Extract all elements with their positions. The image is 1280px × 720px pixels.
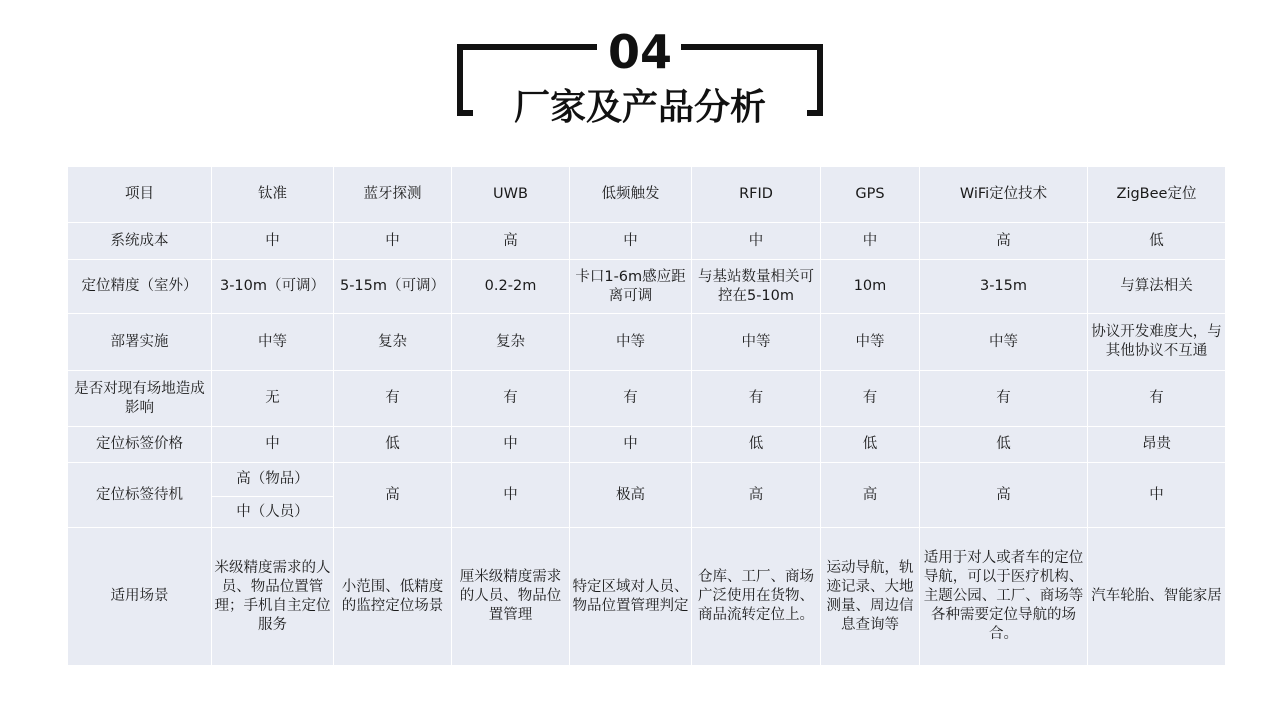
table-cell: 中 (692, 223, 821, 260)
table-cell: 高（物品） (212, 463, 334, 497)
header-cell: 蓝牙探测 (334, 167, 452, 223)
table-cell: 复杂 (452, 314, 570, 371)
table-cell: 高 (334, 463, 452, 528)
table-row-deploy (68, 314, 1226, 371)
bracket-left-foot (457, 110, 473, 116)
table-cell: 高 (920, 223, 1088, 260)
table-cell: 中 (452, 463, 570, 528)
table-cell: 低 (1088, 223, 1226, 260)
table-cell: 小范围、低精度的监控定位场景 (334, 528, 452, 666)
table-cell: 有 (452, 371, 570, 427)
row-label: 定位标签待机 (68, 463, 212, 528)
table-cell: 有 (821, 371, 920, 427)
header-cell: WiFi定位技术 (920, 167, 1088, 223)
header-cell: RFID (692, 167, 821, 223)
comparison-table (67, 166, 1226, 666)
table-cell: 中 (334, 223, 452, 260)
bracket-left-top (457, 44, 597, 50)
table-cell: 中（人员） (212, 497, 334, 528)
table-cell: 中等 (570, 314, 692, 371)
table-cell: 厘米级精度需求的人员、物品位置管理 (452, 528, 570, 666)
header-cell: 项目 (68, 167, 212, 223)
header-cell: 低频触发 (570, 167, 692, 223)
page-title: 厂家及产品分析 (513, 87, 766, 128)
table-cell: 3-10m（可调） (212, 260, 334, 314)
table-cell: 低 (821, 427, 920, 463)
bracket-left-side (457, 44, 463, 116)
table-cell: 有 (920, 371, 1088, 427)
table-cell: 有 (1088, 371, 1226, 427)
section-number: 04 (607, 25, 672, 79)
table-cell: 中等 (920, 314, 1088, 371)
row-label: 系统成本 (68, 223, 212, 260)
table-cell: 与算法相关 (1088, 260, 1226, 314)
header-cell: 钛准 (212, 167, 334, 223)
bracket-right-side (817, 44, 823, 116)
row-label: 部署实施 (68, 314, 212, 371)
table-cell: 汽车轮胎、智能家居 (1088, 528, 1226, 666)
table-cell: 中 (821, 223, 920, 260)
table-cell: 特定区域对人员、物品位置管理判定 (570, 528, 692, 666)
table-cell: 有 (570, 371, 692, 427)
table-cell: 复杂 (334, 314, 452, 371)
row-label: 定位标签价格 (68, 427, 212, 463)
table-row-tagprice (68, 427, 1226, 463)
table-cell: 有 (334, 371, 452, 427)
table-cell: 10m (821, 260, 920, 314)
table-cell: 仓库、工厂、商场广泛使用在货物、商品流转定位上。 (692, 528, 821, 666)
table-cell: 低 (692, 427, 821, 463)
table-cell: 低 (920, 427, 1088, 463)
row-label: 适用场景 (68, 528, 212, 666)
table-cell: 中 (1088, 463, 1226, 528)
bracket-right-foot (807, 110, 823, 116)
table-cell: 中 (570, 223, 692, 260)
table-cell: 中 (212, 223, 334, 260)
table-cell: 与基站数量相关可控在5-10m (692, 260, 821, 314)
header-cell: GPS (821, 167, 920, 223)
header-cell: ZigBee定位 (1088, 167, 1226, 223)
table-cell: 协议开发难度大，与其他协议不互通 (1088, 314, 1226, 371)
table-row-scenario (68, 528, 1226, 666)
table-cell: 低 (334, 427, 452, 463)
table-cell: 中 (212, 427, 334, 463)
table-cell: 中等 (692, 314, 821, 371)
table-cell: 3-15m (920, 260, 1088, 314)
table-cell: 0.2-2m (452, 260, 570, 314)
table-header-row (68, 167, 1226, 223)
table-cell: 高 (821, 463, 920, 528)
table-cell: 米级精度需求的人员、物品位置管理；手机自主定位服务 (212, 528, 334, 666)
table-cell: 高 (692, 463, 821, 528)
row-label: 定位精度（室外） (68, 260, 212, 314)
table-cell: 昂贵 (1088, 427, 1226, 463)
table-cell: 中 (452, 427, 570, 463)
table-cell: 中 (570, 427, 692, 463)
table-row-precision (68, 260, 1226, 314)
row-label: 是否对现有场地造成影响 (68, 371, 212, 427)
table-row-impact (68, 371, 1226, 427)
header-cell: UWB (452, 167, 570, 223)
table-cell: 高 (920, 463, 1088, 528)
table-cell: 中等 (821, 314, 920, 371)
table-cell: 适用于对人或者车的定位导航，可以于医疗机构、主题公园、工厂、商场等各种需要定位导航的场合。 (920, 528, 1088, 666)
table-cell: 运动导航，轨迹记录、大地测量、周边信息查询等 (821, 528, 920, 666)
table-cell: 有 (692, 371, 821, 427)
table-row-cost (68, 223, 1226, 260)
table-cell: 5-15m（可调） (334, 260, 452, 314)
table-cell: 高 (452, 223, 570, 260)
table-cell: 极高 (570, 463, 692, 528)
table-cell: 中等 (212, 314, 334, 371)
bracket-right-top (681, 44, 823, 50)
table-cell: 无 (212, 371, 334, 427)
table-cell: 卡口1-6m感应距离可调 (570, 260, 692, 314)
table-row-standby (68, 463, 1226, 497)
